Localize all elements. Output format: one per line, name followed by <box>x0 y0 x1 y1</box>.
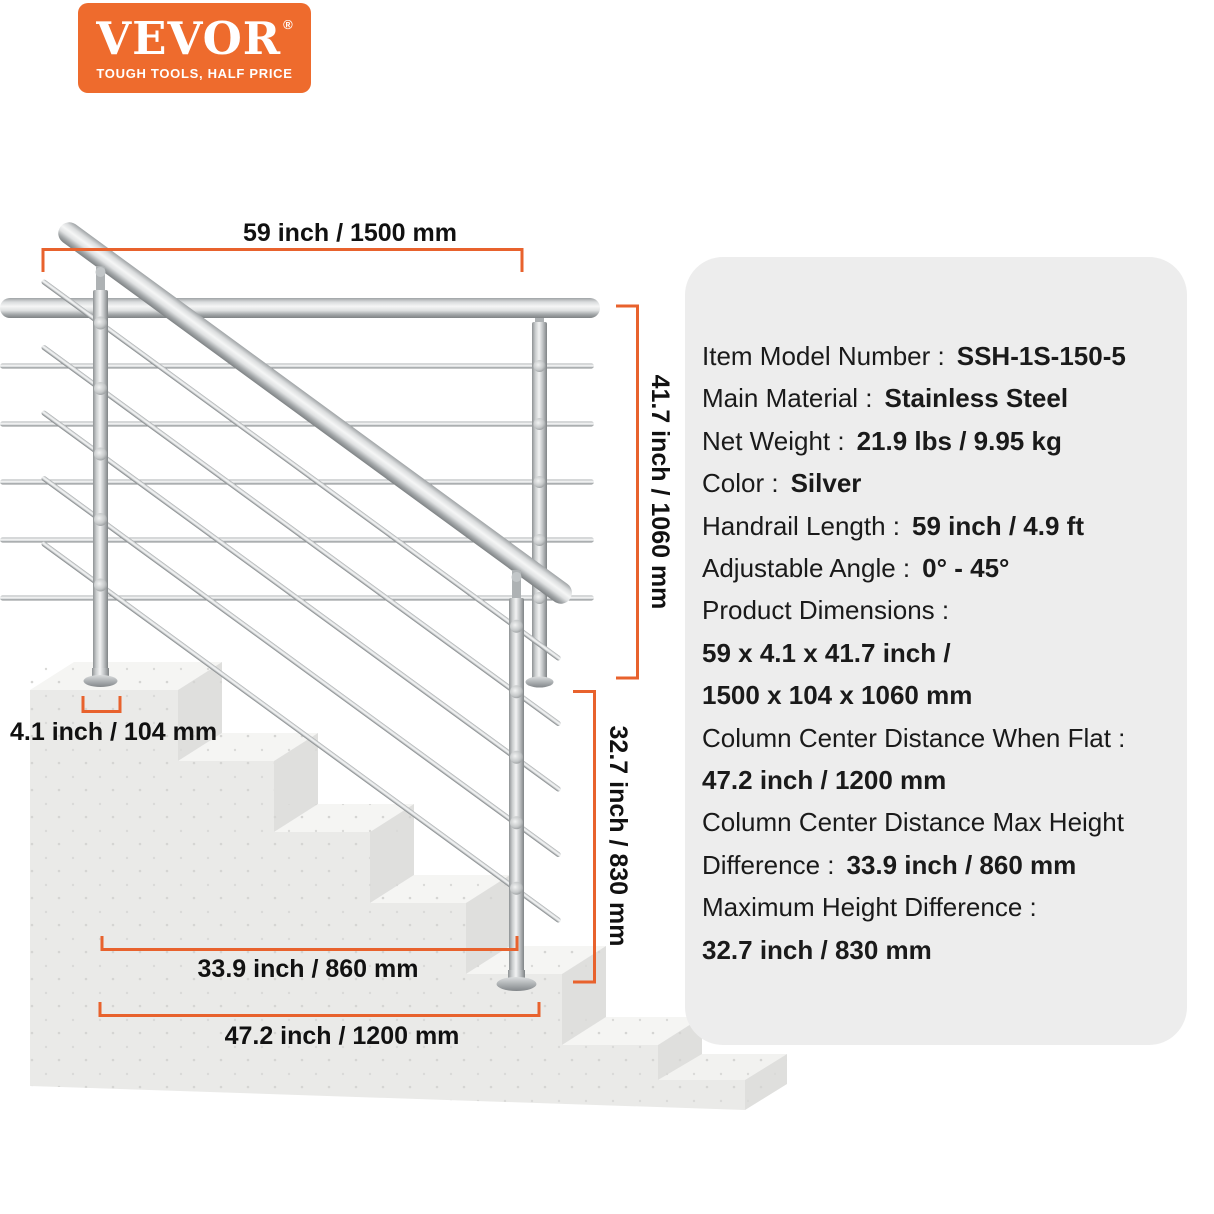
left-post-swivel-pin <box>96 267 106 277</box>
spec-line-dimensions-label <box>702 589 1175 631</box>
spec-line-dimensions-inch <box>702 632 1175 674</box>
registered-mark: ® <box>283 16 293 32</box>
specifications-panel <box>685 257 1187 1045</box>
spec-line-max-height-label <box>702 886 1175 928</box>
spec-line-col-max-label <box>702 801 1175 843</box>
spec-label: Item Model Number : <box>702 341 945 371</box>
spec-value: 59 inch / 4.9 ft <box>912 510 1084 541</box>
stair-post-knob <box>510 816 523 829</box>
spec-line-material <box>702 377 1175 419</box>
spec-label: Main Material : <box>702 383 873 414</box>
spec-label: Net Weight : <box>702 425 845 456</box>
spec-label: Product Dimensions : <box>702 595 950 626</box>
spec-label: Handrail Length : <box>702 510 901 541</box>
left-post-tube <box>93 290 108 674</box>
spec-label: Column Center Distance When Flat : <box>702 722 1126 753</box>
flat-post-knob <box>534 476 546 488</box>
spec-label: Color : <box>702 468 779 499</box>
spec-value: 59 x 4.1 x 41.7 inch / <box>702 637 951 668</box>
horizontal-crossbar <box>0 422 594 427</box>
spec-line-handrail-length <box>702 505 1175 547</box>
flat-post-base-plate <box>526 677 554 688</box>
stair-post-knob <box>510 751 523 764</box>
dimension-label-column-distance: 33.9 inch / 860 mm <box>197 955 419 983</box>
left-post-knob <box>94 513 107 526</box>
horizontal-crossbar <box>0 364 594 369</box>
spec-label: Adjustable Angle : <box>702 553 911 584</box>
spec-line-col-flat-value <box>702 759 1175 801</box>
spec-label: Column Center Distance Max Height <box>702 807 1124 838</box>
dimension-label-height-difference: 32.7 inch / 830 mm <box>604 725 632 947</box>
left-post-base-plate <box>84 675 118 687</box>
left-post-knob <box>94 382 107 395</box>
spec-value: Silver <box>790 468 862 499</box>
spec-line-col-flat-label <box>702 717 1175 759</box>
dimension-label-base-width: 4.1 inch / 104 mm <box>10 718 218 746</box>
stair-post-tube <box>509 598 524 978</box>
dimension-bracket-railing-height <box>616 306 638 678</box>
spec-line-color <box>702 462 1175 504</box>
spec-line-weight <box>702 420 1175 462</box>
left-post-knob <box>94 448 107 461</box>
spec-value: 0° - 45° <box>922 553 1010 584</box>
spec-line-max-height-value <box>702 929 1175 971</box>
brand-name: VEVOR <box>96 11 282 65</box>
spec-line-col-max-value <box>702 844 1175 886</box>
stair-post-knob <box>510 882 523 895</box>
spec-line-dimensions-mm <box>702 674 1175 716</box>
stair-post-knob <box>510 620 523 633</box>
stair-post-knob <box>510 685 523 698</box>
spec-value: Stainless Steel <box>884 383 1069 414</box>
spec-line-model <box>702 335 1175 377</box>
dimension-label-handrail-length: 59 inch / 1500 mm <box>242 219 458 247</box>
stair-post-base-plate <box>497 977 537 991</box>
dimension-bracket-height-difference <box>573 692 595 983</box>
left-post-knob <box>94 317 107 330</box>
spec-label: Difference : <box>702 849 835 880</box>
spec-value: 47.2 inch / 1200 mm <box>702 765 947 796</box>
spec-value: SSH-1S-150-5 <box>956 341 1126 371</box>
brand-tagline: TOUGH TOOLS, HALF PRICE <box>96 65 293 81</box>
spec-value: 33.9 inch / 860 mm <box>846 849 1077 880</box>
horizontal-crossbar <box>0 480 594 485</box>
flat-post-knob <box>534 592 546 604</box>
spec-label: Maximum Height Difference : <box>702 892 1037 923</box>
left-post-knob <box>94 579 107 592</box>
flat-right-post <box>532 322 547 672</box>
spec-value: 1500 x 104 x 1060 mm <box>702 680 973 711</box>
spec-value: 32.7 inch / 830 mm <box>702 934 932 965</box>
flat-post-knob <box>534 360 546 372</box>
flat-post-knob <box>534 418 546 430</box>
spec-value: 21.9 lbs / 9.95 kg <box>856 425 1062 456</box>
stair-post-swivel-pin <box>512 572 522 582</box>
flat-post-knob <box>534 534 546 546</box>
dimension-label-column-distance-flat: 47.2 inch / 1200 mm <box>224 1022 460 1050</box>
spec-line-angle <box>702 547 1175 589</box>
dimension-label-railing-height: 41.7 inch / 1060 mm <box>646 374 674 610</box>
